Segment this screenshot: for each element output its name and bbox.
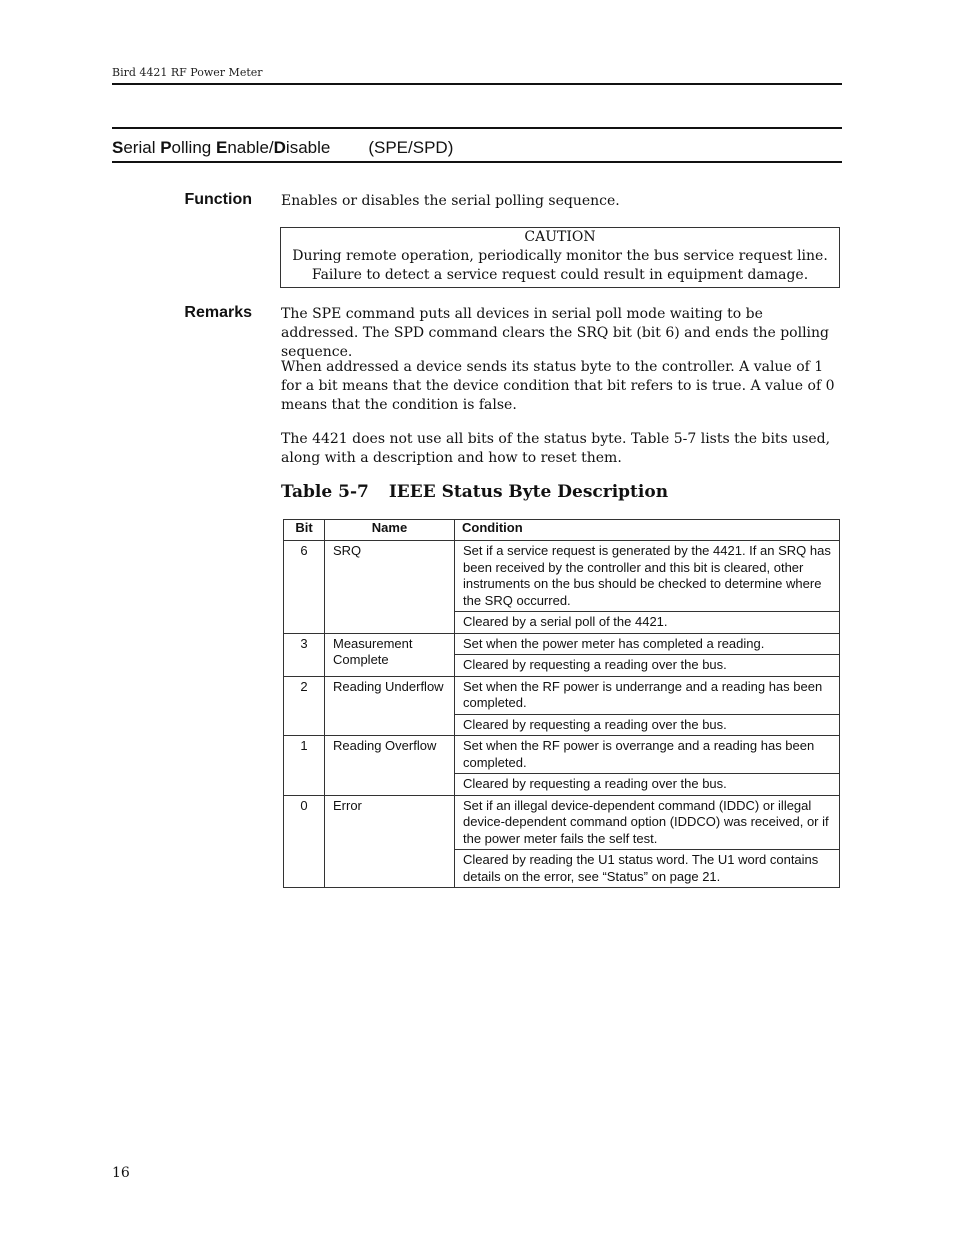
section-rule-bottom: [112, 161, 842, 163]
running-header: Bird 4421 RF Power Meter: [112, 66, 263, 79]
status-byte-table: [283, 519, 840, 888]
table-caption: [281, 482, 668, 502]
table-row: [284, 541, 840, 612]
remarks-heading: Remarks: [184, 304, 252, 321]
function-text: Enables or disables the serial polling sequence.: [281, 193, 620, 209]
header-name: Name: [325, 520, 455, 541]
table-row: [284, 795, 840, 850]
bit-cell: 0: [284, 795, 325, 888]
table-title: IEEE Status Byte Description: [388, 482, 669, 502]
section-title: [112, 138, 453, 158]
remarks-para-2: [281, 358, 843, 415]
remarks-para-3-text: The 4421 does not use all bits of the status byte. Table 5-7 lists the bits used, along with a description and how to reset them.: [281, 431, 831, 466]
section-rule-top: [112, 127, 842, 129]
header-bit: Bit: [284, 520, 325, 541]
remarks-para-3: [281, 430, 843, 468]
title-initial-d: D: [273, 138, 286, 157]
remarks-para-2-text: When addressed a device sends its status byte to the controller. A value of 1 for a bit means that the device condition that bit refers to is true. A value of 0 means that the condition is false.: [281, 359, 835, 413]
table-row: [284, 633, 840, 655]
name-cell: Error: [325, 795, 455, 888]
name-cell: SRQ: [325, 541, 455, 634]
remarks-para-1-text: The SPE command puts all devices in serial poll mode waiting to be addressed. The SPD command clears the SRQ bit (bit 6) and ends the polling sequence.: [281, 306, 830, 360]
function-heading: Function: [184, 191, 252, 208]
section-code: (SPE/SPD): [368, 138, 454, 157]
name-cell: Measurement Complete: [325, 633, 455, 676]
bit-cell: 2: [284, 676, 325, 736]
condition-cleared-cell: Cleared by a serial poll of the 4421.: [455, 612, 840, 634]
caution-line-2: Failure to detect a service request could result in equipment damage.: [311, 267, 809, 283]
name-cell: Reading Underflow: [325, 676, 455, 736]
table-number: Table 5-7: [281, 482, 369, 502]
title-initial-p: P: [160, 138, 172, 157]
title-part-erial: erial: [123, 138, 161, 157]
header-condition: Condition: [455, 520, 840, 541]
title-part-isable: isable: [285, 138, 331, 157]
condition-cleared-cell: Cleared by requesting a reading over the bus.: [455, 714, 840, 736]
title-part-olling: olling: [171, 138, 216, 157]
condition-set-cell: Set when the RF power is underrange and a reading has been completed.: [455, 676, 840, 714]
condition-cleared-cell: Cleared by requesting a reading over the bus.: [455, 774, 840, 796]
title-part-nable: nable/: [227, 138, 274, 157]
remarks-para-1: [281, 305, 843, 362]
title-initial-s: S: [112, 138, 124, 157]
bit-cell: 1: [284, 736, 325, 796]
title-initial-e: E: [215, 138, 228, 157]
condition-cleared-cell: Cleared by requesting a reading over the bus.: [455, 655, 840, 677]
table-header-row: [284, 520, 840, 541]
caution-heading: CAUTION: [524, 229, 596, 245]
header-rule: [112, 83, 842, 85]
page-number: 16: [112, 1165, 130, 1181]
caution-box: [280, 227, 840, 288]
condition-set-cell: Set if an illegal device-dependent command (IDDC) or illegal device-dependent command option (IDDCO) was received, or if the power meter fails the self test.: [455, 795, 840, 850]
condition-set-cell: Set when the RF power is overrange and a reading has been completed.: [455, 736, 840, 774]
caution-line-1: During remote operation, periodically monitor the bus service request line.: [292, 248, 828, 264]
name-cell: Reading Overflow: [325, 736, 455, 796]
table-row: [284, 736, 840, 774]
table-row: [284, 676, 840, 714]
condition-set-cell: Set if a service request is generated by the 4421. If an SRQ has been received by the controller and this bit is cleared, other instruments on the bus should be checked to determine where the SRQ occurred.: [455, 541, 840, 612]
condition-set-cell: Set when the power meter has completed a reading.: [455, 633, 840, 655]
bit-cell: 6: [284, 541, 325, 634]
condition-cleared-cell: Cleared by reading the U1 status word. The U1 word contains details on the error, see “Status” on page 21.: [455, 850, 840, 888]
bit-cell: 3: [284, 633, 325, 676]
